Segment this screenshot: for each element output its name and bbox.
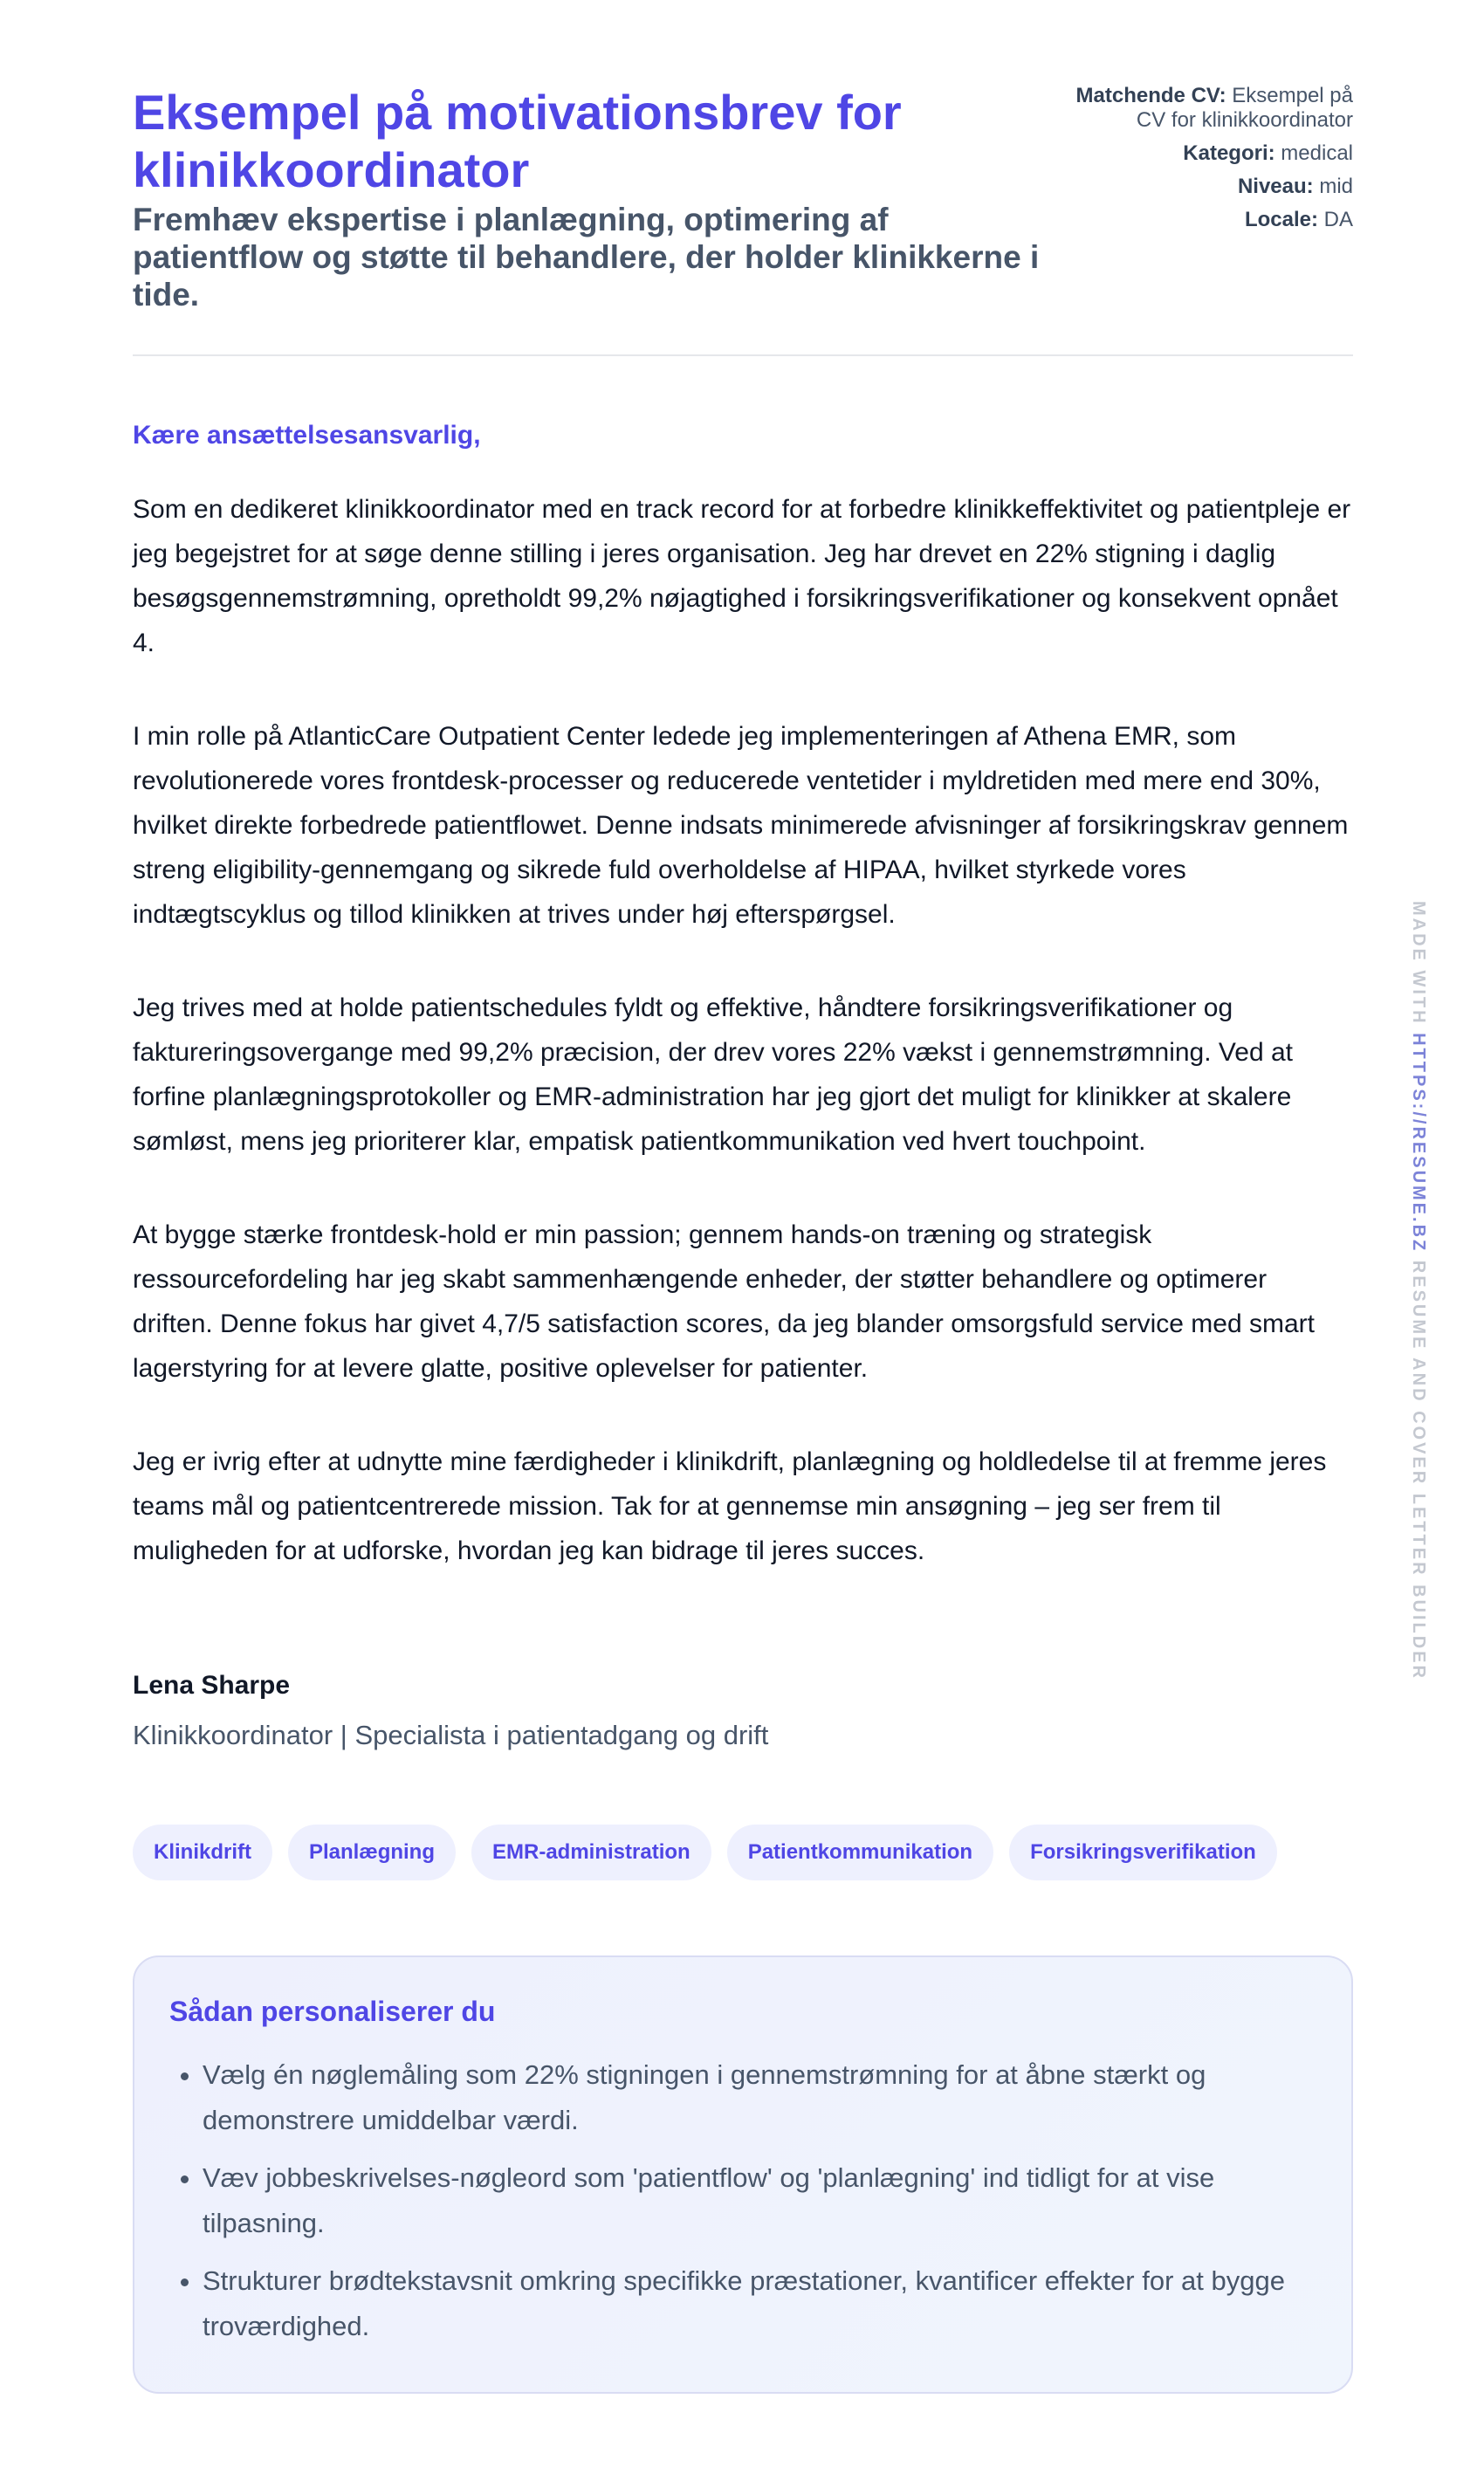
tips-item: • Vælg én nøglemåling som 22% stigningen i gennemstrømning for at åbne stærkt og demonstrere umiddelbar værdi. (203, 2052, 1316, 2143)
made-with-sidebar (1408, 901, 1428, 1680)
meta-level-value: mid (1319, 175, 1353, 198)
meta-cv (1065, 84, 1353, 133)
skill-tags (133, 1825, 1353, 1880)
skill-tag: Patientkommunikation (727, 1825, 993, 1880)
letter-paragraph-1: Som en dedikeret klinikkoordinator med en track record for at forbedre klinikkeffektivitet og patientpleje er jeg begejstret for at søge denne stilling i jeres organisation. Jeg har drevet en 22% stigning i daglig besøgsgennemstrømning, opretholdt 99,2% nøjagtighed i forsikringsverifikationer og konsekvent opnået 4. (133, 495, 1351, 657)
letter-header (133, 84, 1353, 356)
letter-paragraph-3: Jeg trives med at holde patientschedules fyldt og effektive, håndtere forsikringsverifikationer og faktureringsovergange med 99,2% præcision, der drev vores 22% vækst i gennemstrømning. Ved at forfine planlægningsprotokoller og EMR-administration har jeg gjort det muligt for klinikker at skalere sømløst, mens jeg prioriterer klar, empatisk patientkommunikation ved hvert touchpoint. (133, 993, 1293, 1156)
letter-paragraph-2: I min rolle på AtlanticCare Outpatient Center ledede jeg implementeringen af Athena EMR, som revolutionerede vores frontdesk-processer og reducerede ventetider i myldretiden med mere end 30%, hvilket direkte forbedrede patientflowet. Denne indsats minimerede afvisninger af forsikringskrav gennem streng eligibility-gennemgang og sikrede fuld overholdelse af HIPAA, hvilket styrkede vores indtægtscyklus og tillod klinikken at trives under høj efterspørgsel. (133, 722, 1349, 929)
tips-item: • Væv jobbeskrivelses-nøgleord som 'patientflow' og 'planlægning' ind tidligt for at vise tilpasning. (203, 2155, 1316, 2246)
resume-bz-link[interactable]: HTTPS://RESUME.BZ (1409, 1033, 1428, 1254)
meta-locale (1065, 208, 1353, 232)
letter-paragraph-4: At bygge stærke frontdesk-hold er min passion; gennem hands-on træning og strategisk ressourcefordeling har jeg skabt sammenhængende enheder, der støtter behandlere og optimerer driften. Denne fokus har givet 4,7/5 satisfaction scores, da jeg blander omsorgsfuld service med smart lagerstyring for at levere glatte, positive oplevelser for patienter. (133, 1220, 1315, 1383)
meta-locale-value: DA (1323, 208, 1353, 231)
skill-tag: Planlægning (288, 1825, 456, 1880)
meta-level (1065, 175, 1353, 199)
personalization-tips-box (133, 1955, 1353, 2394)
meta-info (1065, 84, 1353, 241)
signature-name: Lena Sharpe (133, 1671, 291, 1700)
page-title: Eksempel på motivationsbrev for klinikkoordinator (133, 85, 902, 197)
cover-letter-page (133, 84, 1353, 2394)
skill-tag: EMR-administration (471, 1825, 711, 1880)
builder-tagline: RESUME AND COVER LETTER BUILDER (1409, 1260, 1428, 1680)
tips-title: Sådan personaliserer du (169, 1996, 496, 2027)
meta-cv-value: Eksempel på CV for klinikkoordinator (1136, 84, 1353, 132)
meta-locale-label: Locale: (1244, 208, 1318, 231)
meta-category-label: Kategori: (1183, 141, 1275, 165)
letter-paragraph-5: Jeg er ivrig efter at udnytte mine færdigheder i klinikdrift, planlægning og holdledelse til at fremme jeres teams mål og patientcentrerede mission. Tak for at gennemse min ansøgning – jeg ser frem til muligheden for at udforske, hvordan jeg kan bidrage til jeres succes. (133, 1447, 1327, 1565)
signature-role: Klinikkoordinator | Specialista i patientadgang og drift (133, 1720, 769, 1750)
page-subtitle: Fremhæv ekspertise i planlægning, optimering af patientflow og støtte til behandlere, der holder klinikkerne i tide. (133, 202, 1040, 313)
tips-list (169, 2052, 1316, 2349)
skill-tag: Klinikdrift (133, 1825, 272, 1880)
meta-cv-label: Matchende CV: (1075, 84, 1226, 107)
meta-level-label: Niveau: (1237, 175, 1314, 198)
skill-tag: Forsikringsverifikation (1009, 1825, 1277, 1880)
salutation: Kære ansættelsesansvarlig, (133, 421, 481, 450)
meta-category-value: medical (1281, 141, 1353, 165)
made-with-text: MADE WITH (1409, 901, 1428, 1026)
meta-category (1065, 141, 1353, 166)
tips-item: • Strukturer brødtekstavsnit omkring specifikke præstationer, kvantificer effekter for at bygge troværdighed. (203, 2258, 1316, 2349)
